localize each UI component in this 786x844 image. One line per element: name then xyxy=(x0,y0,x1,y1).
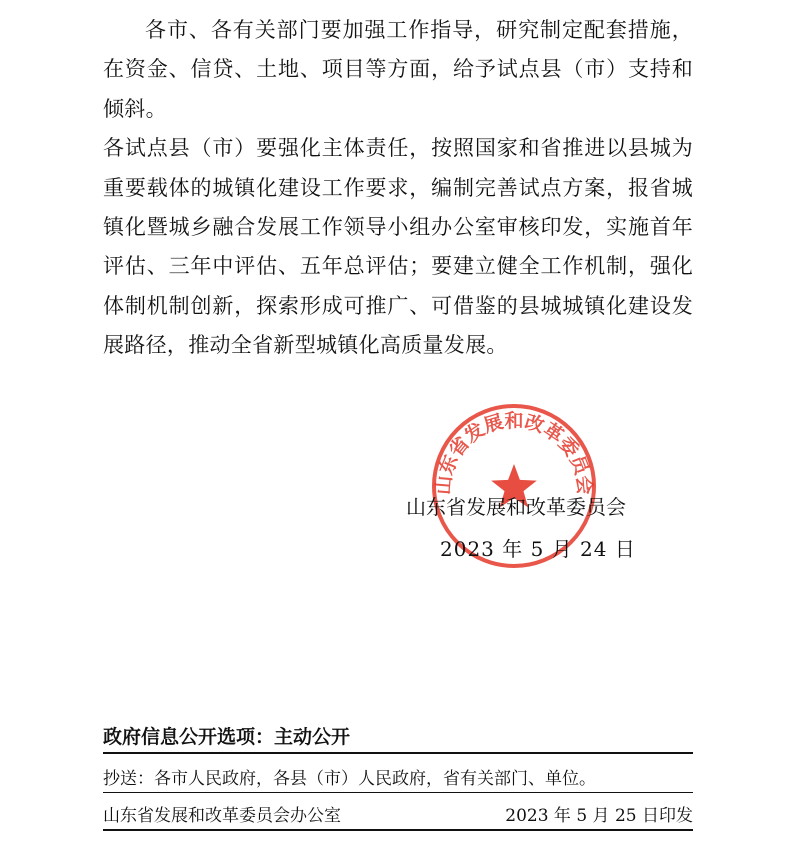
divider-bottom xyxy=(103,829,693,831)
signature-date: 2023 年 5 月 24 日 xyxy=(440,537,636,561)
body-text xyxy=(103,11,693,366)
disclosure-option: 政府信息公开选项：主动公开 xyxy=(103,726,351,748)
divider-middle xyxy=(103,792,693,793)
seal-text: 山东省发展和改革委员会 xyxy=(432,409,596,496)
divider-top xyxy=(103,752,693,754)
paragraph-responsibility: 各试点县（市）要强化主体责任，按照国家和省推进以县城为重要载体的城镇化建设工作要求，编制完善试点方案，报省城镇化暨城乡融合发展工作领导小组办公室审核印发，实施首年评估、三年中评估、五年总评估；要建立健全工作机制，强化体制机制创新，探索形成可推广、可借鉴的县城城镇化建设发展路径，推动全省新型城镇化高质量发展。 xyxy=(103,136,693,358)
issue-date: 2023 年 5 月 25 日印发 xyxy=(505,806,693,826)
signature-organization: 山东省发展和改革委员会 xyxy=(406,495,626,519)
issuing-office: 山东省发展和改革委员会办公室 xyxy=(103,806,341,826)
paragraph-support: 各市、各有关部门要加强工作指导，研究制定配套措施，在资金、信贷、土地、项目等方面，给予试点县（市）支持和倾斜。 xyxy=(103,18,693,121)
cc-line: 抄送：各市人民政府，各县（市）人民政府，省有关部门、单位。 xyxy=(103,769,596,789)
